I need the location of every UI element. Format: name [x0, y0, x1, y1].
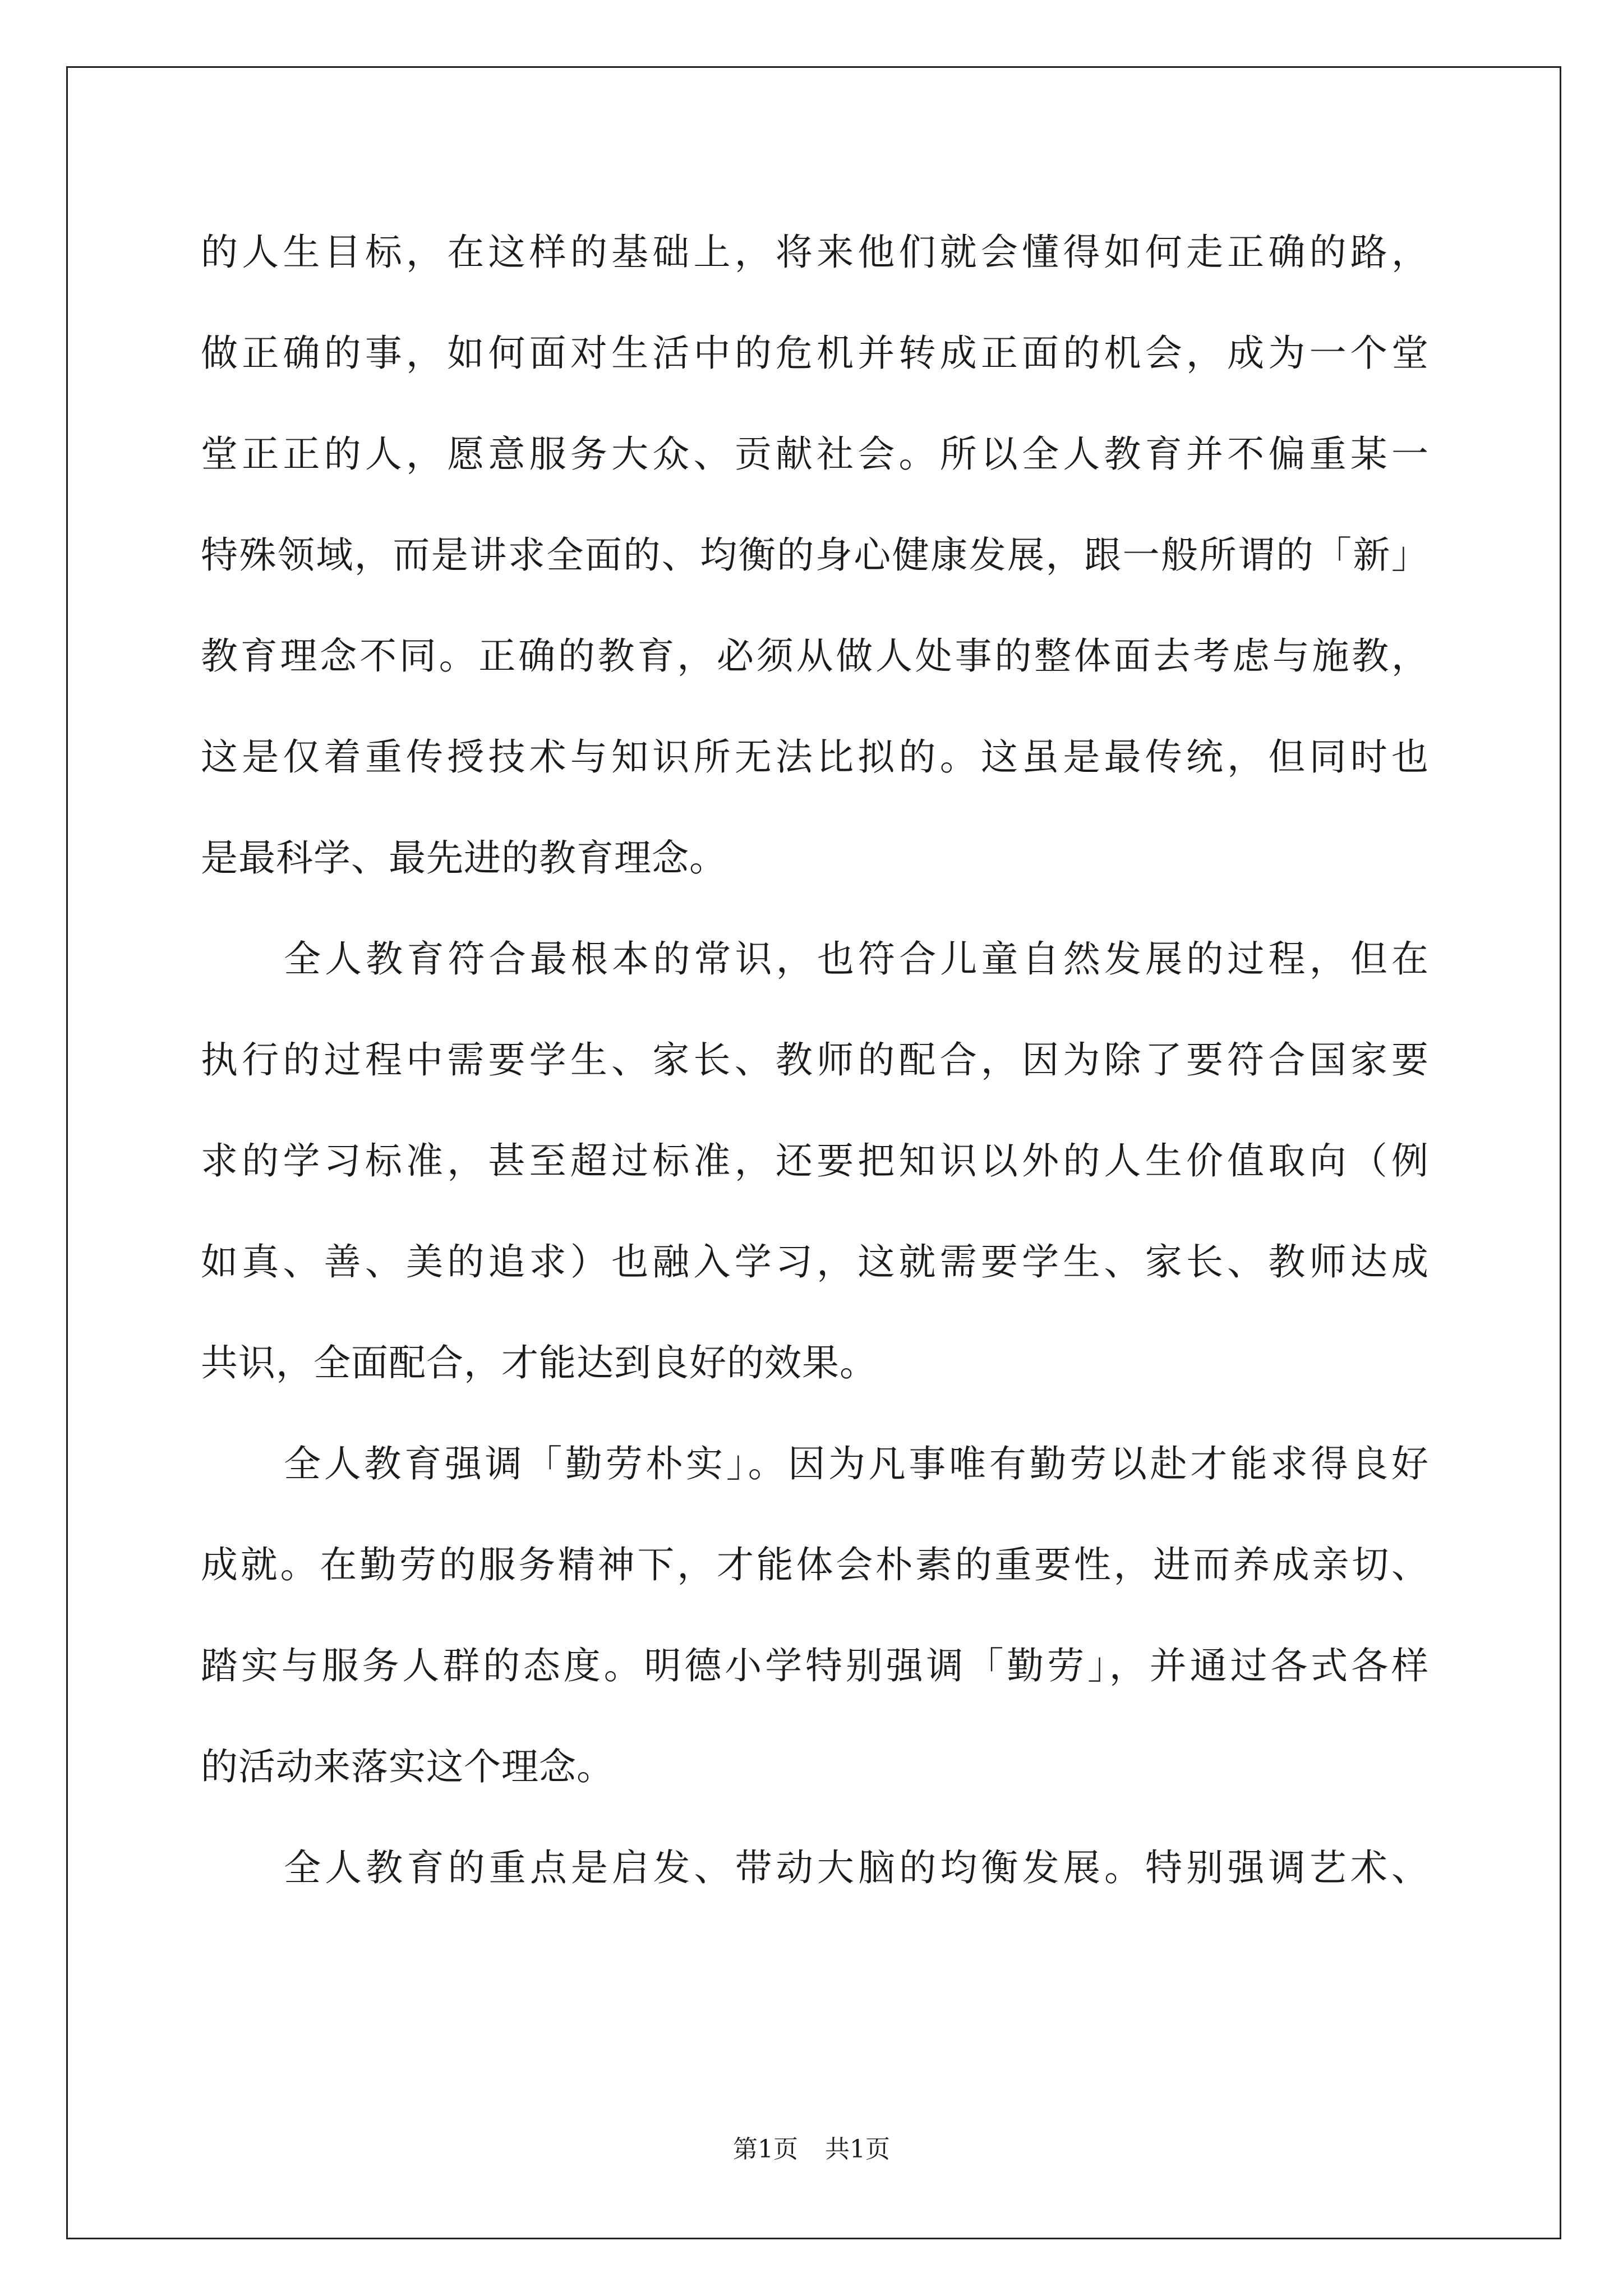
page-footer [0, 2133, 1623, 2166]
text-line: 这是仅着重传授技术与知识所无法比拟的。这虽是最传统，但同时也 [201, 735, 1429, 779]
page-number: 第1页 [733, 2135, 798, 2164]
text-line: 做正确的事，如何面对生活中的危机并转成正面的机会，成为一个堂 [201, 332, 1429, 375]
page-total: 共1页 [825, 2135, 890, 2164]
text-line: 是最科学、最先进的教育理念。 [201, 836, 727, 880]
text-line: 教育理念不同。正确的教育，必须从做人处事的整体面去考虑与施教， [201, 634, 1429, 678]
text-line: 如真、善、美的追求）也融入学习，这就需要学生、家长、教师达成 [201, 1240, 1429, 1283]
text-line: 的人生目标，在这样的基础上，将来他们就会懂得如何走正确的路， [201, 231, 1429, 274]
paragraph-first-line: 全人教育强调「勤劳朴实」。因为凡事唯有勤劳以赴才能求得良好 [284, 1442, 1429, 1485]
text-line: 共识，全面配合，才能达到良好的效果。 [201, 1341, 877, 1384]
text-line: 成就。在勤劳的服务精神下，才能体会朴素的重要性，进而养成亲切、 [201, 1543, 1429, 1586]
text-line: 求的学习标准，甚至超过标准，还要把知识以外的人生价值取向（例 [201, 1139, 1429, 1182]
document-body [201, 202, 1429, 1918]
text-line: 执行的过程中需要学生、家长、教师的配合，因为除了要符合国家要 [201, 1038, 1429, 1082]
paragraph-first-line: 全人教育符合最根本的常识，也符合儿童自然发展的过程，但在 [284, 937, 1429, 981]
text-line: 的活动来落实这个理念。 [201, 1745, 614, 1788]
text-line: 踏实与服务人群的态度。明德小学特别强调「勤劳」，并通过各式各样 [201, 1644, 1429, 1687]
paragraph-first-line: 全人教育的重点是启发、带动大脑的均衡发展。特别强调艺术、 [284, 1846, 1429, 1889]
text-line: 特殊领域，而是讲求全面的、均衡的身心健康发展，跟一般所谓的「新」 [201, 533, 1429, 577]
text-line: 堂正正的人，愿意服务大众、贡献社会。所以全人教育并不偏重某一 [201, 432, 1429, 476]
